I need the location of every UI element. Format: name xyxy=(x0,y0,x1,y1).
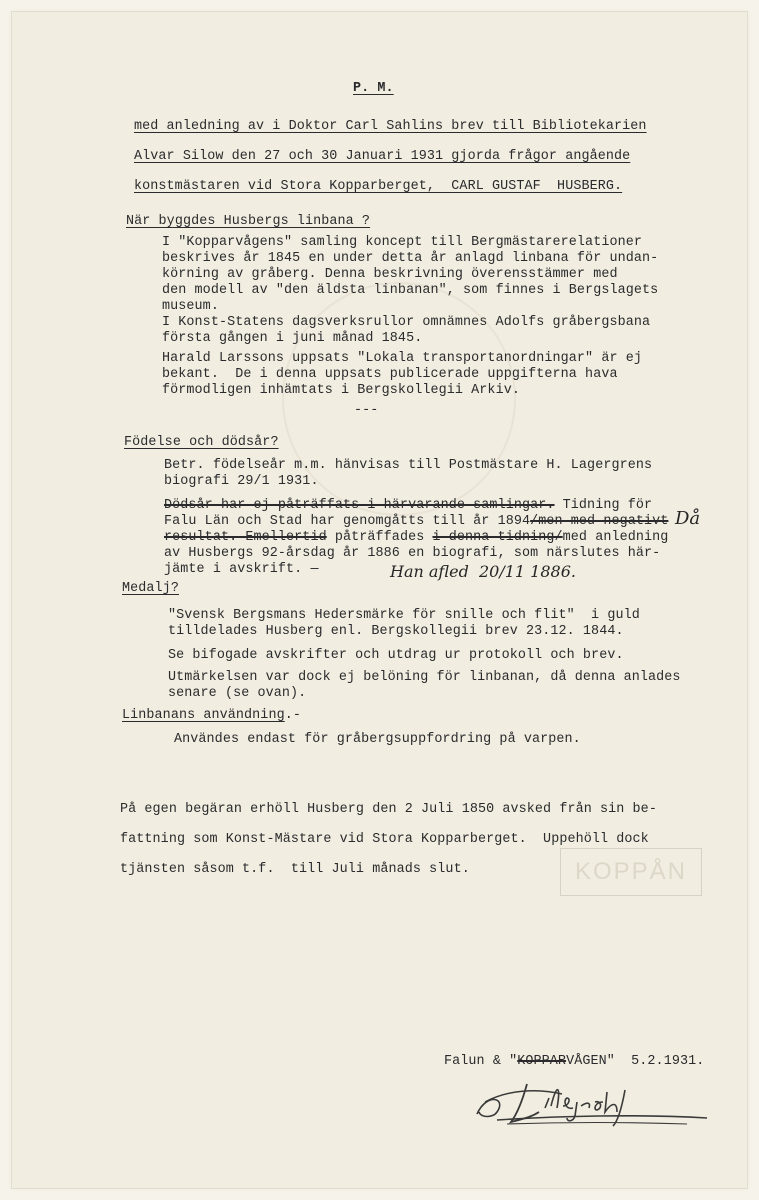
section1-para2-line: första gången i juni månad 1845. xyxy=(162,331,423,346)
handwritten-signature xyxy=(467,1072,717,1132)
section-heading-medalj: Medalj? xyxy=(122,581,179,596)
section-separator: --- xyxy=(354,403,379,418)
section2-line-dodsar: Dödsår har ej påträffats i härvarande samlingar. Tidning för xyxy=(164,498,653,513)
section2-line-resultat: resultat. Emellertid påträffades i denna tidning/med anledning xyxy=(164,530,669,545)
intro-line-1: med anledning av i Doktor Carl Sahlins brev till Bibliotekarien xyxy=(134,119,647,134)
section3-para1-line: "Svensk Bergsmans Hedersmärke för snille och flit" i guld xyxy=(168,608,640,623)
section1-para2-line: I Konst-Statens dagsverksrullor omnämnes Adolfs gråbergsbana xyxy=(162,315,651,330)
struck-text: resultat. Emellertid xyxy=(164,530,327,545)
intro-line-2: Alvar Silow den 27 och 30 Januari 1931 gjorda frågor angående xyxy=(134,149,631,164)
document-title: P. M. xyxy=(353,81,394,96)
section2-line-avskrift: jämte i avskrift. — xyxy=(164,562,319,577)
closing-line: På egen begäran erhöll Husberg den 2 Juli 1850 avsked från sin be- xyxy=(120,802,657,817)
closing-line: fattning som Konst-Mästare vid Stora Kopparberget. Uppehöll dock xyxy=(120,832,649,847)
closing-line: tjänsten såsom t.f. till Juli månads slut. xyxy=(120,862,470,877)
faded-archive-stamp: KOPPÅN xyxy=(560,848,702,896)
section1-para3-line: bekant. De i denna uppsats publicerade uppgifterna hava xyxy=(162,367,618,382)
handwritten-death-note: Han afled 20/11 1886. xyxy=(390,562,576,581)
document-page xyxy=(12,12,747,1188)
section1-para3-line: Harald Larssons uppsats "Lokala transportanordningar" är ej xyxy=(162,351,643,366)
struck-text: /men med negativt xyxy=(530,514,669,529)
section-heading-fodelse: Födelse och dödsår? xyxy=(124,435,279,450)
section1-para1-line: den modell av "den äldsta linbanan", som finnes i Bergslagets xyxy=(162,283,659,298)
struck-text: i denna tidning/ xyxy=(432,530,563,545)
section3-para2: Se bifogade avskrifter och utdrag ur protokoll och brev. xyxy=(168,648,624,663)
section1-para1-line: I "Kopparvågens" samling koncept till Bergmästarerelationer xyxy=(162,235,643,250)
section3-para1-line: tilldelades Husberg enl. Bergskollegii brev 23.12. 1844. xyxy=(168,624,624,639)
section1-para1-line: museum. xyxy=(162,299,219,314)
section3-para3-line: senare (se ovan). xyxy=(168,686,307,701)
section2-para1-line: Betr. födelseår m.m. hänvisas till Postmästare H. Lagergrens xyxy=(164,458,653,473)
handwritten-margin-note: Då xyxy=(675,508,701,529)
section2-line-92arsdag: av Husbergs 92-årsdag år 1886 en biografi, som närslutes här- xyxy=(164,546,661,561)
section2-line-falu: Falu Län och Stad har genomgåtts till år 1894/men med negativt xyxy=(164,514,669,529)
place-date-line: Falun & "KOPPARVÅGEN" 5.2.1931. xyxy=(444,1054,705,1069)
section-heading-linbana: När byggdes Husbergs linbana ? xyxy=(126,214,371,229)
section3-para3-line: Utmärkelsen var dock ej belöning för linbanan, då denna anlades xyxy=(168,670,681,685)
section1-para3-line: förmodligen inhämtats i Bergskollegii Arkiv. xyxy=(162,383,520,398)
section4-para1: Användes endast för gråbergsuppfordring på varpen. xyxy=(174,732,581,747)
section-heading-anvandning: Linbanans användning.- xyxy=(122,708,301,723)
section2-para1-line: biografi 29/1 1931. xyxy=(164,474,319,489)
intro-line-3: konstmästaren vid Stora Kopparberget, CARL GUSTAF HUSBERG. xyxy=(134,179,623,194)
struck-text: KOPPAR xyxy=(517,1054,567,1069)
struck-text: Dödsår har ej påträffats i härvarande samlingar. xyxy=(164,498,555,513)
section1-para1-line: körning av gråberg. Denna beskrivning överensstämmer med xyxy=(162,267,618,282)
section1-para1-line: beskrives år 1845 en under detta år anlagd linbana för undan- xyxy=(162,251,659,266)
